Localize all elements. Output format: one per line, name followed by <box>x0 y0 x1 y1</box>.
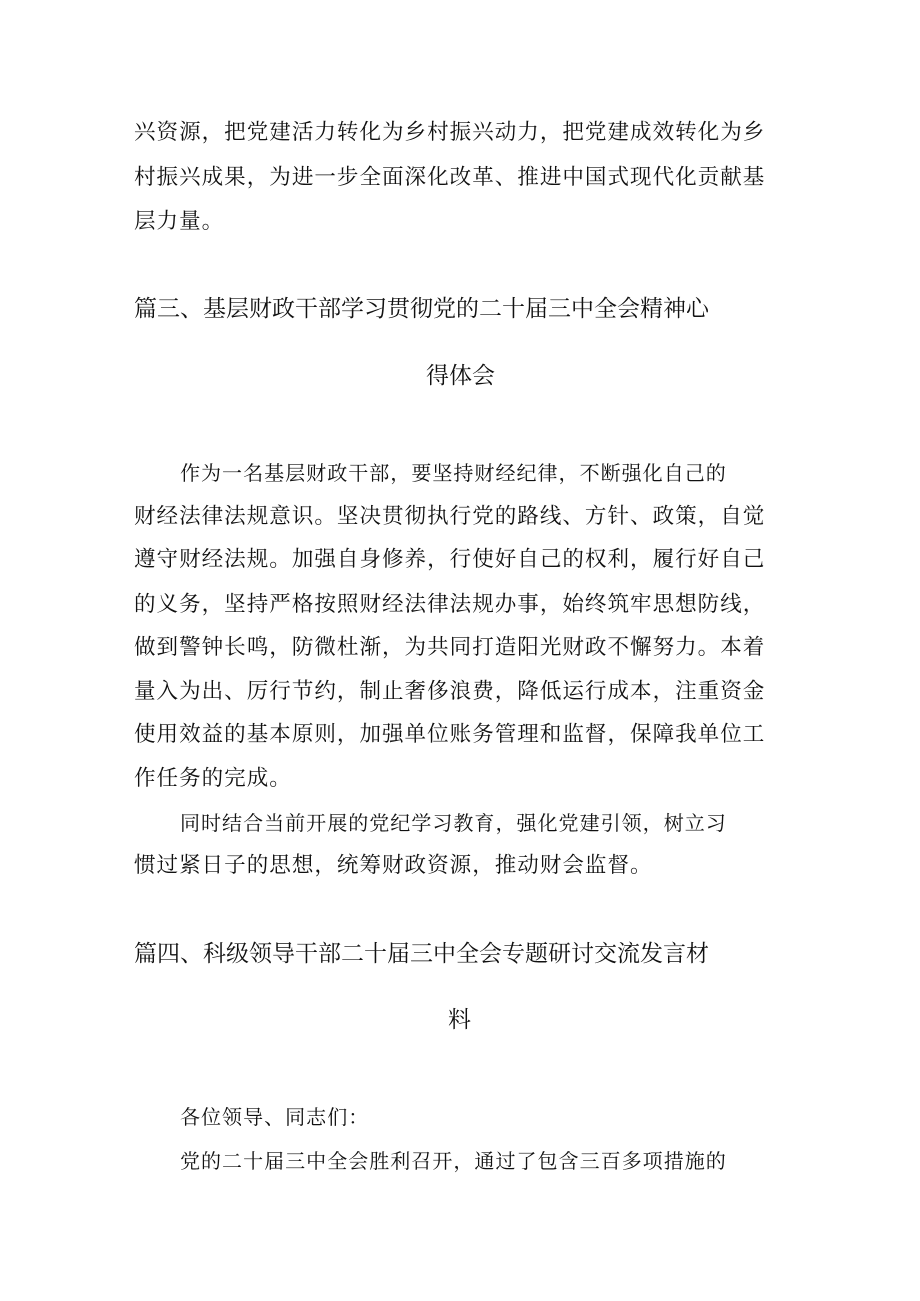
section-four-title-line-1: 篇四、科级领导干部二十届三中全会专题研讨交流发言材 <box>134 941 709 967</box>
paragraph-line: 作任务的完成。 <box>134 766 292 791</box>
section-four-title-line-2: 料 <box>448 1007 471 1033</box>
intro-line-1: 兴资源，把党建活力转化为乡村振兴动力，把党建成效转化为乡 <box>134 120 766 145</box>
section-three-title-line-1: 篇三、基层财政干部学习贯彻党的二十届三中全会精神心 <box>134 296 709 322</box>
paragraph-line: 作为一名基层财政干部，要坚持财经纪律，不断强化自己的 <box>180 461 727 485</box>
paragraph-line: 同时结合当前开展的党纪学习教育，强化党建引领，树立习 <box>180 811 727 835</box>
paragraph-line: 使用效益的基本原则，加强单位账务管理和监督，保障我单位工 <box>134 722 766 747</box>
section-three-title-line-2: 得体会 <box>426 363 495 389</box>
paragraph-line: 党的二十届三中全会胜利召开，通过了包含三百多项措施的 <box>180 1149 727 1173</box>
paragraph-line: 做到警钟长鸣，防微杜渐，为共同打造阳光财政不懈努力。本着 <box>134 635 766 660</box>
paragraph-line: 的义务，坚持严格按照财经法律法规办事，始终筑牢思想防线， <box>134 592 766 617</box>
paragraph-line: 财经法律法规意识。坚决贯彻执行党的路线、方针、政策，自觉 <box>134 504 766 529</box>
paragraph-line: 惯过紧日子的思想，统筹财政资源，推动财会监督。 <box>134 853 653 878</box>
intro-line-3: 层力量。 <box>134 209 225 234</box>
intro-line-2: 村振兴成果，为进一步全面深化改革、推进中国式现代化贡献基 <box>134 165 766 190</box>
salutation: 各位领导、同志们： <box>180 1105 370 1129</box>
paragraph-line: 量入为出、厉行节约，制止奢侈浪费，降低运行成本，注重资金 <box>134 679 766 704</box>
paragraph-line: 遵守财经法规。加强自身修养，行使好自己的权利，履行好自己 <box>134 547 766 572</box>
